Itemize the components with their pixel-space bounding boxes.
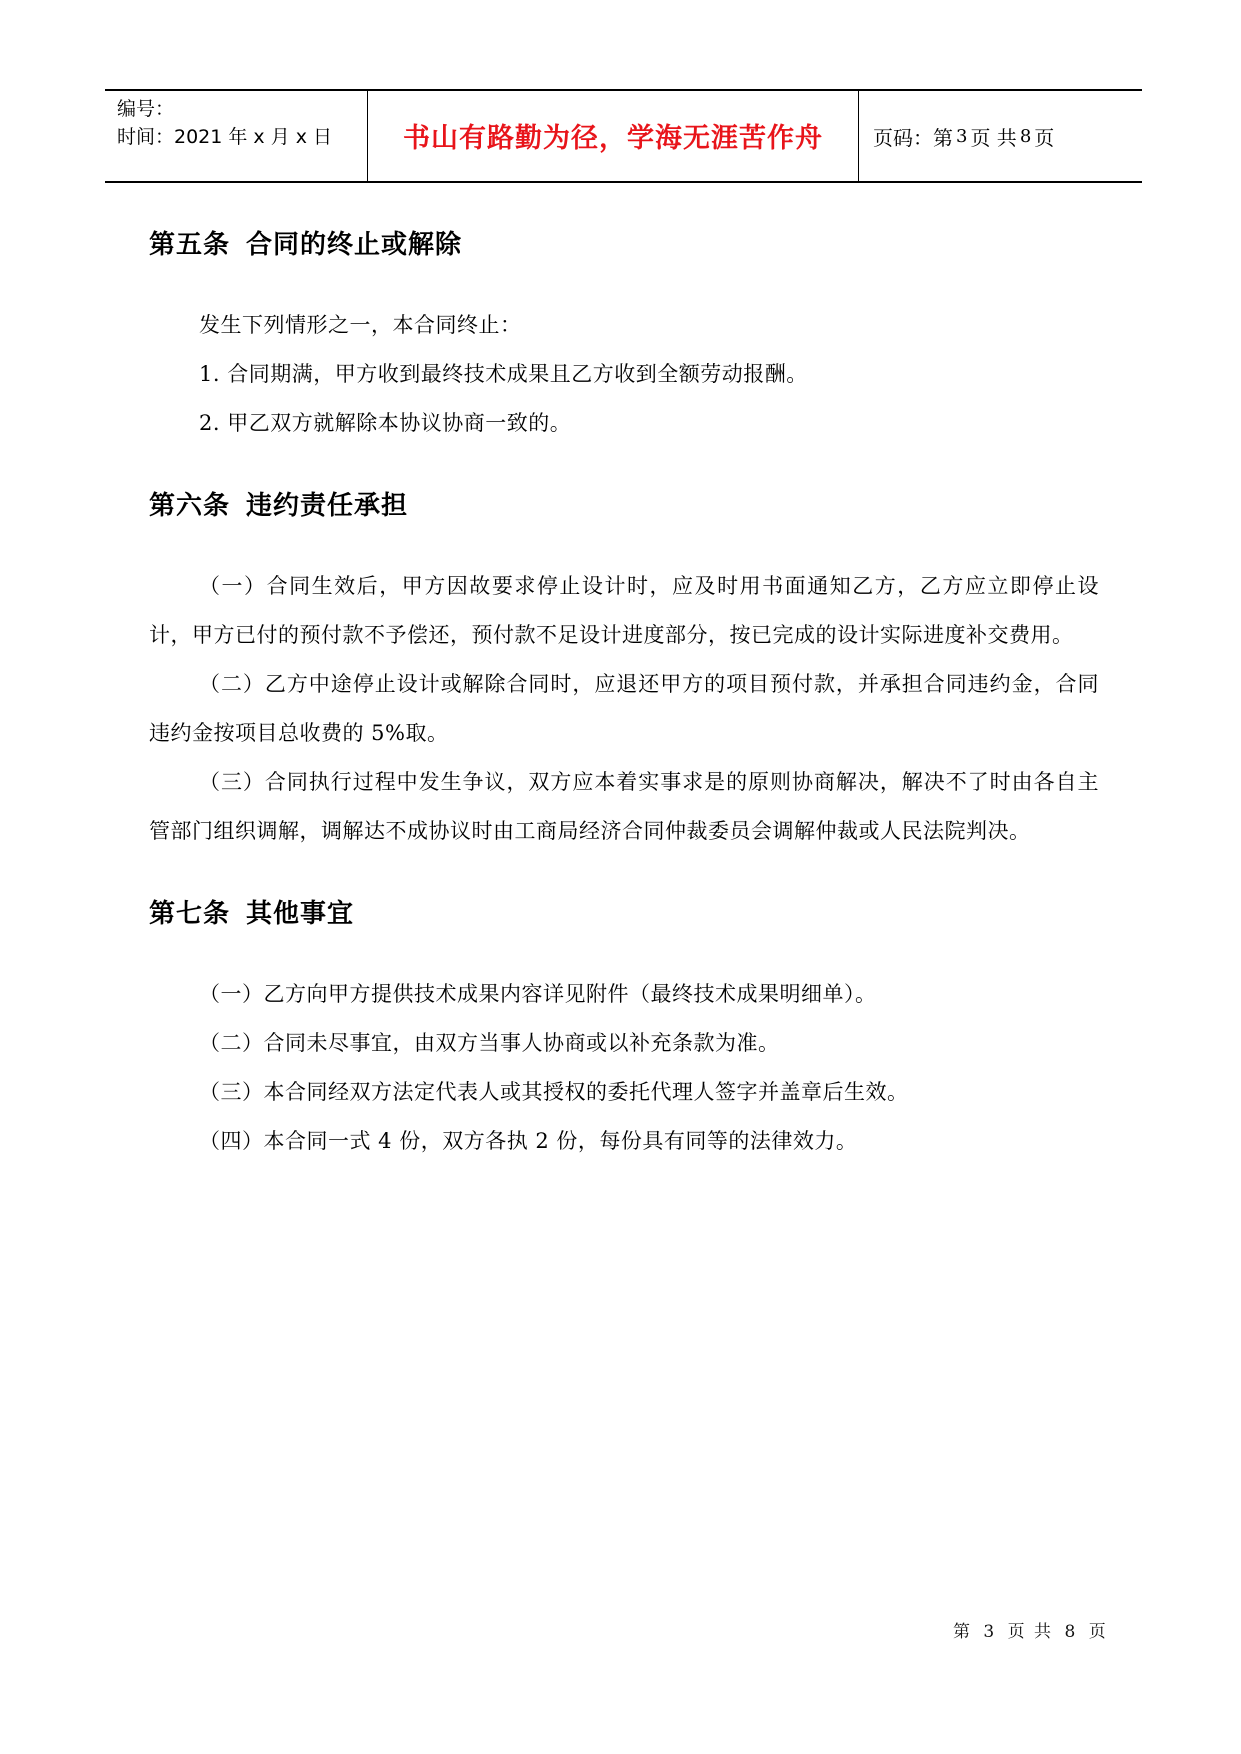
section-6-heading: 违约责任承担 (246, 491, 409, 521)
footer-middle: 页 共 (1007, 1622, 1054, 1642)
section-7-paragraph: （二）合同未尽事宜，由双方当事人协商或以补充条款为准。 (199, 1031, 780, 1055)
section-7-paragraph: （四）本合同一式 4 份，双方各执 2 份，每份具有同等的法律效力。 (199, 1129, 858, 1153)
header-page-current: 3 (956, 125, 968, 147)
document-body (149, 215, 1099, 1166)
section-title-6 (149, 476, 1099, 536)
document-number-label: 编号： (117, 98, 175, 120)
footer-page-total: 8 (1064, 1622, 1078, 1642)
section-7-number: 第七条 (149, 899, 231, 929)
section-title-5 (149, 215, 1099, 275)
header-page-indicator (859, 91, 1142, 181)
section-6-paragraph: （二）乙方中途停止设计或解除合同时，应退还甲方的项目预付款，并承担合同违约金，合同违约金按项目总收费的 5%取。 (149, 672, 1099, 745)
section-6-paragraph: （三）合同执行过程中发生争议，双方应本着实事求是的原则协商解决，解决不了时由各自主管部门组织调解，调解达不成协议时由工商局经济合同仲裁委员会调解仲裁或人民法院判决。 (149, 770, 1099, 843)
section-5-paragraph: 2. 甲乙双方就解除本协议协商一致的。 (199, 411, 572, 435)
header-meta (105, 91, 368, 181)
section-6-paragraph: （一）合同生效后，甲方因故要求停止设计时，应及时用书面通知乙方，乙方应立即停止设计，甲方已付的预付款不予偿还，预付款不足设计进度部分，按已完成的设计实际进度补交费用。 (149, 574, 1099, 647)
section-5-heading: 合同的终止或解除 (246, 230, 463, 260)
section-6-number: 第六条 (149, 491, 231, 521)
header-page-middle: 页 共 (970, 125, 1017, 150)
section-5-paragraph: 1. 合同期满，甲方收到最终技术成果且乙方收到全额劳动报酬。 (199, 362, 808, 386)
page-header (105, 89, 1142, 183)
section-7-heading: 其他事宜 (246, 899, 355, 929)
footer-suffix: 页 (1088, 1622, 1108, 1642)
document-time: 时间：2021 年 x 月 x 日 (117, 126, 333, 148)
page-footer (953, 1617, 1108, 1642)
header-page-prefix: 页码：第 (873, 125, 953, 150)
section-5-paragraph: 发生下列情形之一，本合同终止： (199, 313, 522, 337)
footer-page-current: 3 (983, 1622, 997, 1642)
section-title-7 (149, 884, 1099, 944)
header-page-suffix: 页 (1034, 125, 1055, 150)
footer-prefix: 第 (953, 1622, 972, 1642)
section-7-paragraph: （三）本合同经双方法定代表人或其授权的委托代理人签字并盖章后生效。 (199, 1080, 909, 1104)
section-7-paragraph: （一）乙方向甲方提供技术成果内容详见附件（最终技术成果明细单）。 (199, 982, 877, 1006)
header-motto: 书山有路勤为径，学海无涯苦作舟 (368, 91, 859, 181)
header-page-total: 8 (1019, 125, 1032, 147)
section-5-number: 第五条 (149, 230, 231, 260)
